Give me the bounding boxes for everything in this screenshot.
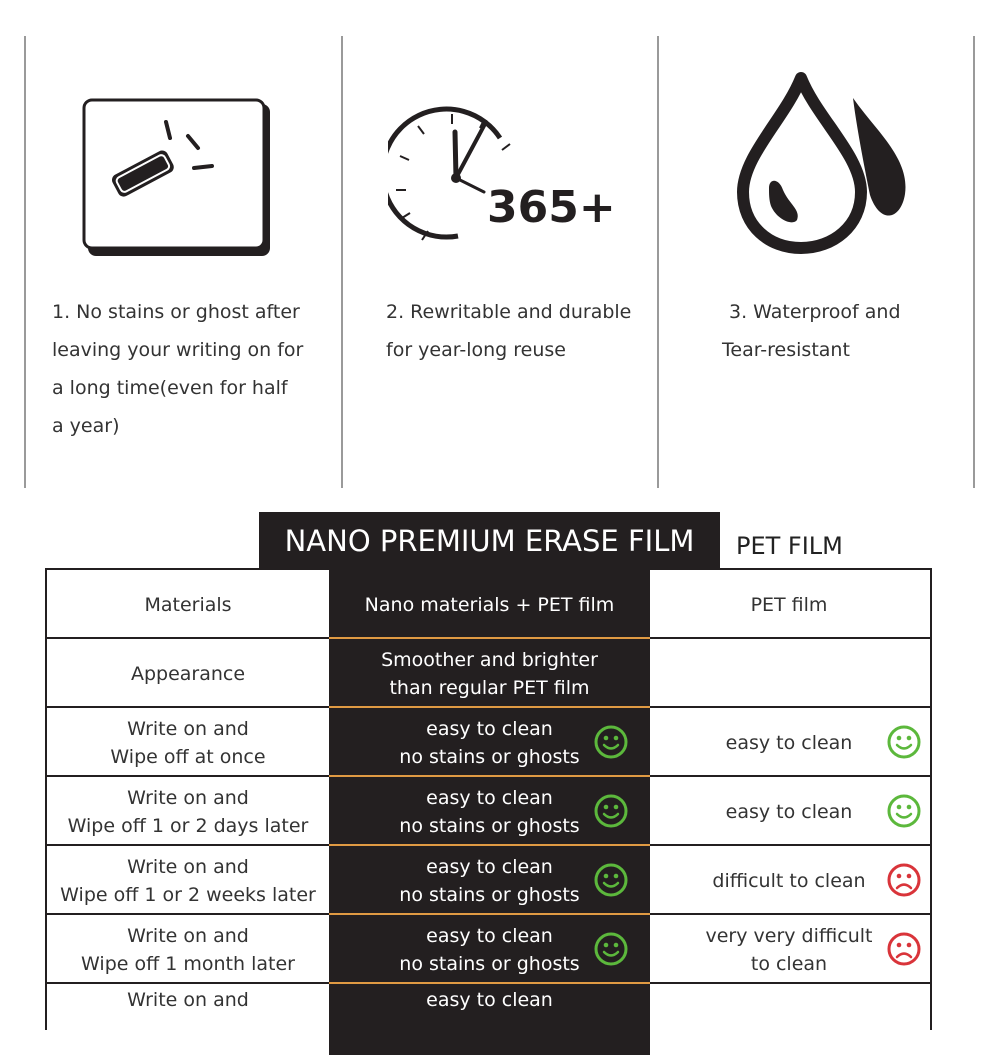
nano-cell: easy to clean no stains or ghosts	[329, 777, 650, 846]
nano-cell: easy to clean no stains or ghosts	[329, 846, 650, 915]
divider	[657, 36, 659, 488]
pet-cell: easy to clean	[725, 731, 853, 754]
table-row	[45, 984, 930, 1053]
badge-365: 365+	[487, 182, 616, 233]
smile-face-icon	[594, 794, 628, 828]
pet-film-header: PET FILM	[736, 532, 843, 560]
smile-face-icon	[594, 725, 628, 759]
divider	[973, 36, 975, 488]
table-row	[45, 915, 930, 984]
row-label: Materials	[144, 593, 232, 616]
divider	[24, 36, 26, 488]
pet-cell: easy to clean	[725, 800, 853, 823]
row-label: Write on and	[127, 989, 249, 1011]
eraser-board-icon	[80, 96, 275, 261]
smile-face-icon	[594, 863, 628, 897]
table-row	[45, 846, 930, 915]
pet-cell	[650, 639, 928, 708]
nano-cell: Nano materials + PET film	[329, 570, 650, 639]
feature-text-2: 2. Rewritable and durable for year-long reuse	[386, 301, 632, 361]
nano-film-header: NANO PREMIUM ERASE FILM	[259, 512, 720, 570]
nano-cell: easy to clean no stains or ghosts	[329, 915, 650, 984]
row-label: Write on and Wipe off at once	[110, 717, 266, 768]
nano-cell: Smoother and brighter than regular PET film	[329, 639, 650, 708]
table-row	[45, 639, 930, 708]
pet-cell: PET film	[750, 593, 828, 616]
row-label: Write on and Wipe off 1 month later	[81, 924, 295, 975]
smile-face-icon	[887, 794, 921, 828]
row-label: Write on and Wipe off 1 or 2 weeks later	[60, 855, 316, 906]
nano-cell: easy to clean	[329, 984, 650, 1055]
comparison-table	[45, 568, 930, 1028]
divider	[341, 36, 343, 488]
row-label: Write on and Wipe off 1 or 2 days later	[67, 786, 309, 837]
frown-face-icon	[887, 863, 921, 897]
clock-icon	[388, 100, 618, 245]
smile-face-icon	[594, 932, 628, 966]
nano-cell: easy to clean no stains or ghosts	[329, 708, 650, 777]
feature-text-3: 3. Waterproof and Tear-resistant	[722, 301, 901, 361]
pet-cell: difficult to clean	[712, 869, 866, 892]
water-drop-icon	[735, 70, 915, 255]
table-row	[45, 570, 930, 639]
smile-face-icon	[887, 725, 921, 759]
pet-cell	[650, 984, 928, 1053]
row-label: Appearance	[130, 662, 246, 685]
table-row	[45, 708, 930, 777]
feature-text-1: 1. No stains or ghost after leaving your writing on for a long time(even for half a year)	[52, 301, 304, 437]
frown-face-icon	[887, 932, 921, 966]
table-row	[45, 777, 930, 846]
pet-cell: very very difficult to clean	[705, 924, 873, 975]
